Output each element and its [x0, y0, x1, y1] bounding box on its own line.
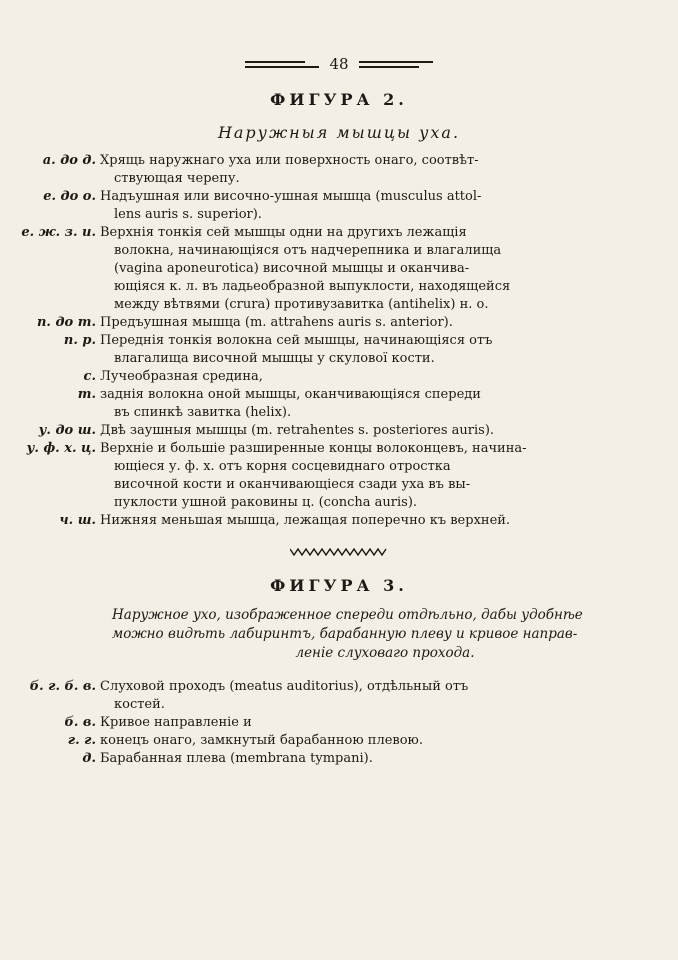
entry-text-line: lens auris s. superior). [114, 207, 262, 222]
entry-label: г. г. [67, 733, 96, 748]
entry-label: д. [82, 751, 96, 766]
figure-2-title: ФИГУРА 2. [270, 90, 408, 109]
entry [21, 224, 660, 314]
entry-label: у. до ш. [38, 423, 96, 438]
entry-text-line: Кривое направленіе и [100, 715, 252, 730]
entry [59, 512, 660, 530]
entry-text-line: волокна, начинающіяся отъ надчерепника и влагалища [114, 243, 502, 258]
page-number: 48 [329, 54, 349, 73]
entry [83, 368, 660, 386]
figure-3-caption [112, 606, 658, 663]
entry-text-line: Слуховой проходъ (meatus auditorius), отдѣльный отъ [100, 679, 469, 694]
zigzag-ornament-icon [290, 548, 388, 556]
entry-text-line: ющіяся к. л. въ ладьеобразной выпуклости, находящейся [114, 279, 511, 294]
entry-text-line: височной кости и оканчивающіеся сзади уха въ вы- [114, 477, 471, 492]
entry-label: ч. ш. [59, 513, 96, 528]
entry-label: а. до д. [42, 153, 96, 168]
entry-text-line: въ спинкѣ завитка (helix). [114, 405, 292, 420]
entry-text-line: ствующая черепу. [114, 171, 240, 186]
entry-text-line: Верхнія тонкія сей мышцы одни на другихъ лежащія [100, 225, 467, 240]
figure-3-entries [29, 678, 660, 768]
entry [67, 732, 660, 750]
section-ornament [0, 548, 678, 556]
entry [64, 714, 660, 732]
entry-text-line: между вѣтвями (crura) противузавитка (antihelix) н. о. [114, 297, 489, 312]
entry-text-line: Надъушная или височно-ушная мышца (musculus attol- [100, 189, 482, 204]
entry-text-line: Переднія тонкія волокна сей мышцы, начинающіяся отъ [100, 333, 493, 348]
entry-text-line: ющіеся у. ф. х. отъ корня сосцевиднаго отростка [114, 459, 451, 474]
entry-label: п. р. [63, 333, 96, 348]
header-rule-right [359, 61, 433, 68]
entry-text-line: влагалища височной мышцы у скулової кости. [114, 351, 435, 366]
entry [77, 386, 660, 422]
header-rule-left [245, 61, 319, 68]
figure-3-title: ФИГУРА 3. [270, 576, 408, 595]
entry [26, 440, 660, 512]
entry-label: б. г. б. в. [29, 679, 96, 694]
entry-text-line: конецъ онаго, замкнутый барабанною плевою. [100, 733, 423, 748]
entry [42, 152, 660, 188]
page-header [0, 52, 678, 76]
entry-text-line: заднія волокна оной мышцы, оканчивающіяся спереди [100, 387, 481, 402]
entry-label: с. [83, 369, 96, 384]
figure-2-entries [21, 152, 660, 530]
entry-text-line: Хрящь наружнаго уха или поверхность онаго, соотвѣт- [100, 153, 479, 168]
entry [36, 314, 660, 332]
figure-2-subtitle: Наружныя мышцы уха. [217, 123, 461, 142]
entry [82, 750, 660, 768]
caption-line: Наружное ухо, изображенное спереди отдѣльно, дабы удобнѣе [112, 607, 583, 623]
entry-label: е. ж. з. и. [21, 225, 96, 240]
entry-text-line: пуклости ушной раковины ц. (concha auris). [114, 495, 418, 510]
entry-text-line: Предъушная мышца (m. attrahens auris s. anterior). [100, 315, 453, 330]
entry-text-line: Нижняя меньшая мышца, лежащая поперечно къ верхней. [100, 513, 511, 528]
entry-text-line: Лучеобразная средина, [100, 369, 263, 384]
entry-text-line: Барабанная плева (membrana tympani). [100, 751, 373, 766]
entry-label: е. до о. [43, 189, 96, 204]
entry-text-line: (vagina aponeurotica) височной мышцы и оканчива- [114, 261, 470, 276]
entry [43, 188, 660, 224]
entry-label: п. до т. [36, 315, 96, 330]
caption-line: леніе слуховаго прохода. [295, 645, 475, 661]
entry-label: у. ф. х. ц. [26, 441, 96, 456]
entry-text-line: Двѣ заушныя мышцы (m. retrahentes s. posteriores auris). [100, 423, 495, 438]
entry [29, 678, 660, 714]
caption-line: можно видѣть лабиринтъ, барабанную плеву и кривое направ- [112, 626, 578, 642]
entry-label: б. в. [64, 715, 96, 730]
entry [63, 332, 660, 368]
entry-label: т. [77, 387, 96, 402]
entry-text-line: костей. [114, 697, 165, 712]
entry [38, 422, 660, 440]
entry-text-line: Верхніе и большіе разширенные концы волоконцевъ, начина- [100, 441, 527, 456]
